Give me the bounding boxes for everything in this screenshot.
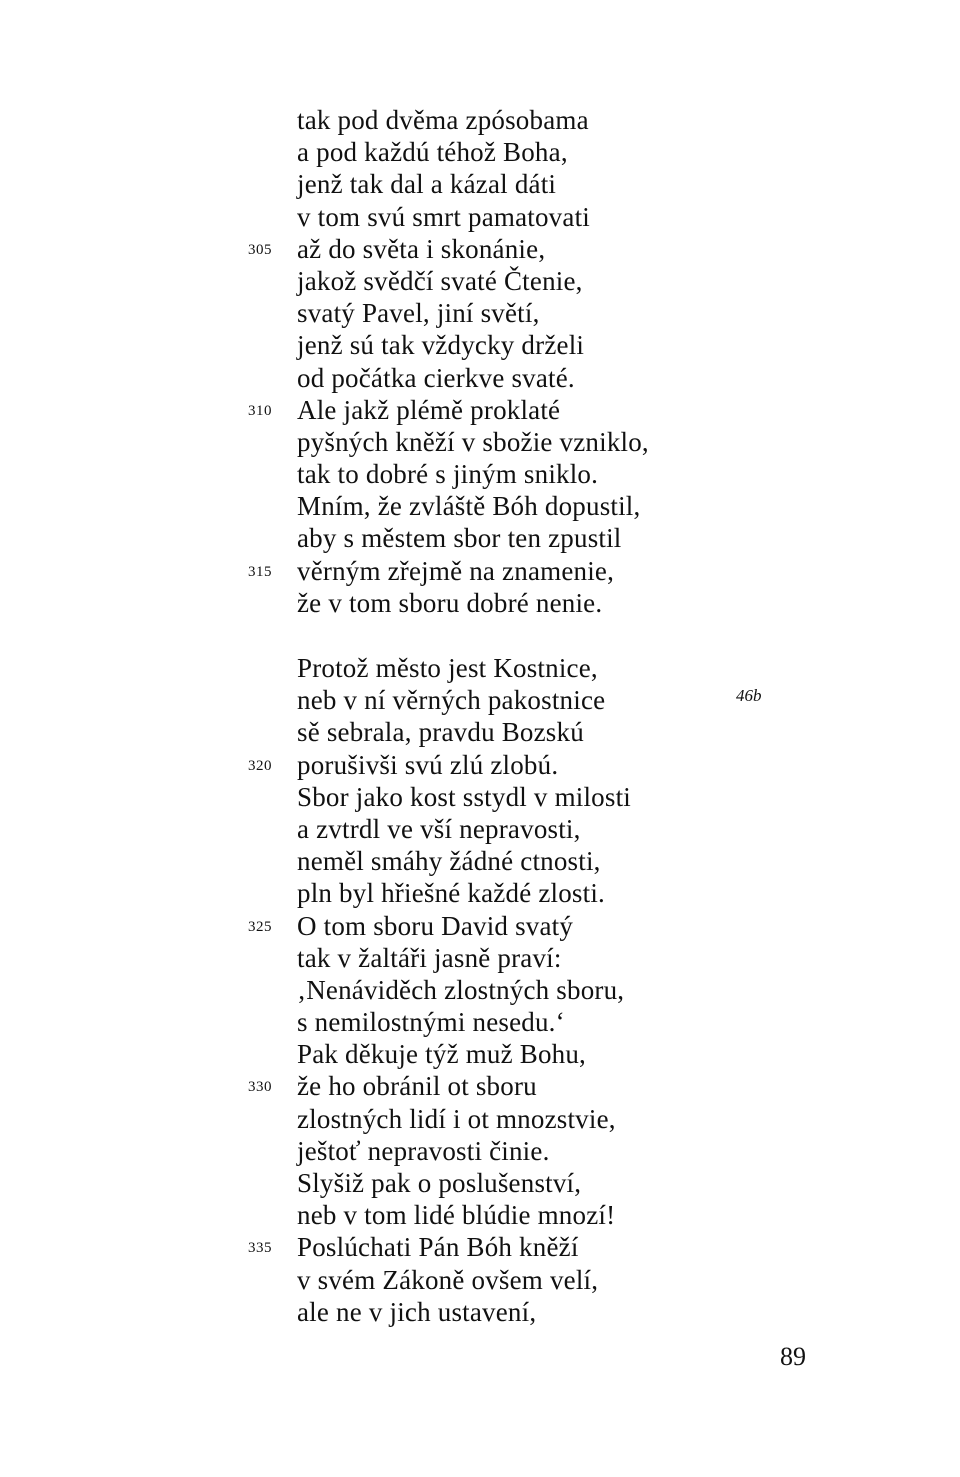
verse-line [0,136,960,168]
verse-line [0,813,960,845]
verse-text: v tom svú smrt pamatovati [297,201,590,232]
verse-line [0,168,960,200]
verse-line [0,329,960,361]
verse-text: že ho obránil ot sboru [297,1071,537,1102]
verse-line [0,652,960,684]
verse-line [0,458,960,490]
verse-text: od počátka cierkve svaté. [297,362,575,393]
margin-folio-reference: 46b [736,686,762,705]
verse-text: Mním, že zvláště Bóh dopustil, [297,491,641,522]
verse-line [0,845,960,877]
verse-line [0,555,960,587]
verse-text: tak pod dvěma zpósobama [297,105,589,135]
verse-text: neb v tom lidé blúdie mnozí! [297,1200,616,1231]
verse-text: sě sebrala, pravdu Bozskú [297,717,584,748]
verse-line [0,362,960,394]
line-number: 335 [248,1240,272,1257]
verse-text: zlostných lidí i ot mnozstvie, [297,1103,616,1134]
verse-text: věrným zřejmě na znamenie, [297,555,615,586]
verse-text: neměl smáhy žádné ctnosti, [297,846,601,877]
verse-text: tak to dobré s jiným sniklo. [297,459,599,490]
verse-line [0,522,960,554]
verse-text: porušivši svú zlú zlobú. [297,749,559,780]
line-number: 305 [248,241,272,258]
verse-text: jenž sú tak vždycky drželi [297,330,585,361]
verse-line [0,201,960,233]
line-number: 320 [248,757,272,774]
verse-text: Pak děkuje týž muž Bohu, [297,1039,586,1070]
verse-text: Slyšiž pak o poslušenství, [297,1168,582,1198]
verse-line [0,1199,960,1231]
stanza-2 [0,652,960,1328]
verse-text: aby s městem sbor ten zpustil [297,523,622,554]
verse-text: a zvtrdl ve vší nepravosti, [297,813,581,844]
verse-line [0,104,960,136]
verse-text: Poslúchati Pán Bóh kněží [297,1232,579,1263]
verse-line [0,1006,960,1038]
verse-line [0,781,960,813]
verse-text: jakož svědčí svaté Čtenie, [297,265,583,296]
verse-text: jenž tak dal a kázal dáti [297,169,557,200]
verse-line [0,1167,960,1199]
verse-text: až do světa i skonánie, [297,233,546,264]
verse-line [0,974,960,1006]
stanza-1 [0,104,960,619]
verse-line [0,749,960,781]
verse-line [0,490,960,522]
verse-text: pln byl hřiešné každé zlosti. [297,878,605,909]
verse-text: s nemilostnými nesedu.‘ [297,1007,565,1038]
verse-text: tak v žaltáři jasně praví: [297,942,562,973]
line-number: 315 [248,563,272,580]
verse-line [0,1038,960,1070]
verse-text: neb v ní věrných pakostnice [297,685,606,716]
verse-line [0,394,960,426]
verse-line [0,1296,960,1328]
verse-line [0,1231,960,1263]
line-number: 310 [248,402,272,419]
verse-line [0,426,960,458]
verse-line [0,265,960,297]
verse-line [0,1103,960,1135]
verse-text: ale ne v jich ustavení, [297,1296,537,1327]
verse-line [0,942,960,974]
verse-text: Protož město jest Kostnice, [297,653,598,683]
verse-text: O tom sboru David svatý [297,910,574,941]
verse-text: Ale jakž plémě proklaté [297,394,561,425]
verse-text: ‚Nenáviděch zlostných sboru, [297,974,625,1005]
verse-text: že v tom sboru dobré nenie. [297,587,603,618]
verse-text: ještoť nepravosti činie. [297,1135,550,1166]
verse-text: svatý Pavel, jiní světí, [297,298,540,329]
verse-line [0,716,960,748]
verse-line [0,1070,960,1102]
verse-line [0,1264,960,1296]
verse-line [0,877,960,909]
verse-line [0,233,960,265]
verse-text: v svém Zákoně ovšem velí, [297,1264,599,1295]
line-number: 330 [248,1079,272,1096]
verse-text: Sbor jako kost sstydl v milosti [297,781,631,812]
line-number: 325 [248,918,272,935]
verse-line [0,910,960,942]
verse-line [0,297,960,329]
verse-text: a pod každú téhož Boha, [297,137,568,168]
verse-line [0,1135,960,1167]
page-number: 89 [780,1342,806,1371]
verse-line [0,587,960,619]
verse-text: pyšných kněží v sbožie vzniklo, [297,426,649,457]
verse-line [0,684,960,716]
